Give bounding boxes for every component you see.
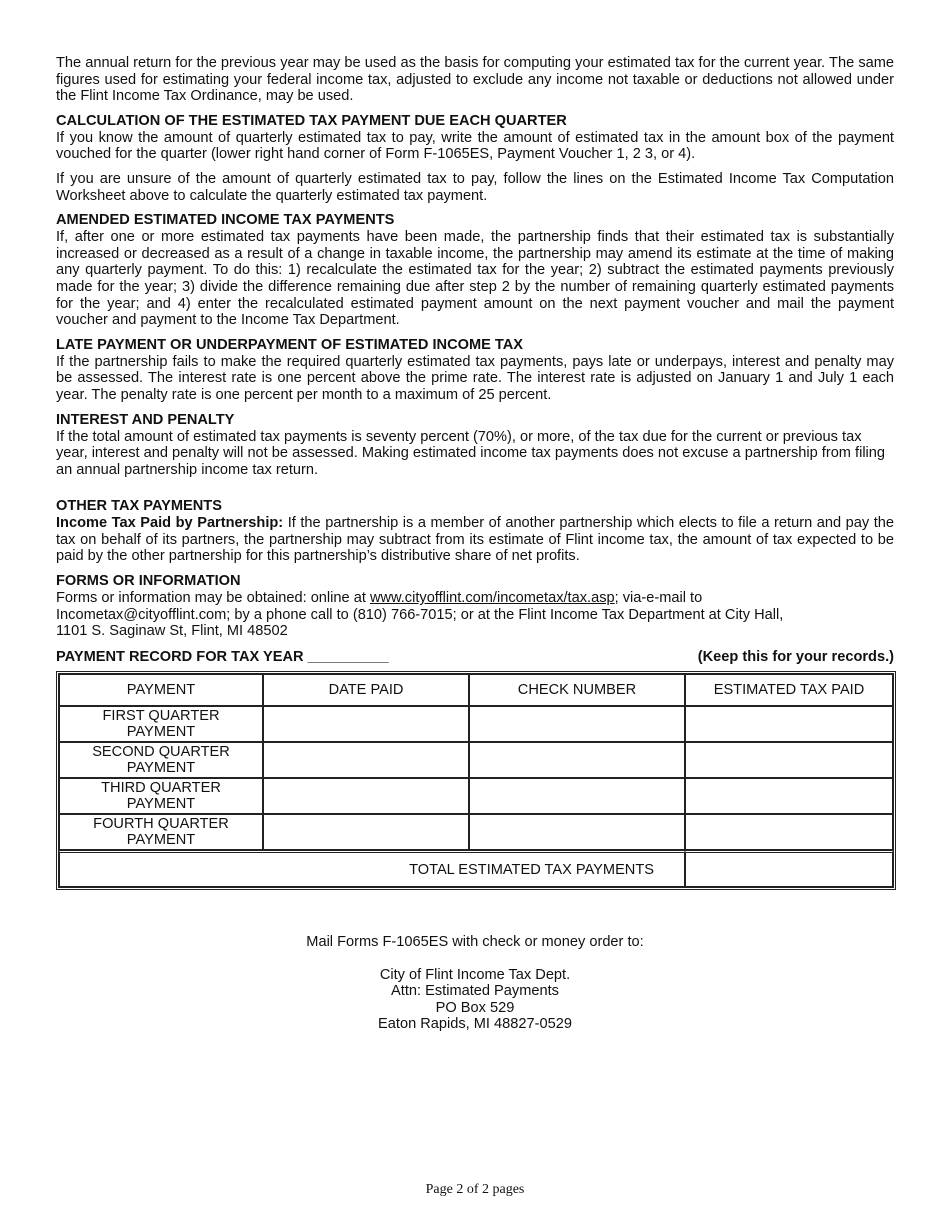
forms-pre: Forms or information may be obtained: online at xyxy=(56,590,370,607)
payment-record-header xyxy=(56,649,894,666)
total-label: TOTAL ESTIMATED TAX PAYMENTS xyxy=(59,850,685,887)
mail-address-line-3: PO Box 529 xyxy=(435,999,515,1016)
estimated-tax-paid-cell[interactable] xyxy=(685,742,893,778)
mail-address-line-4: Eaton Rapids, MI 48827-0529 xyxy=(378,1016,572,1033)
forms-heading: FORMS OR INFORMATION xyxy=(56,573,241,590)
date-paid-cell[interactable] xyxy=(263,742,469,778)
table-row xyxy=(59,778,893,814)
mailing-instructions xyxy=(0,934,950,1033)
table-header-row xyxy=(59,674,893,706)
table-row xyxy=(59,742,893,778)
estimated-tax-paid-cell[interactable] xyxy=(685,706,893,742)
mail-intro: Mail Forms F-1065ES with check or money order to: xyxy=(306,934,644,950)
page-body xyxy=(56,55,894,890)
amended-paragraph: If, after one or more estimated tax payments have been made, the partnership finds that their estimated tax is substantially increased or decreased as a result of a change in taxable income, the partnership may amend its estimate at the time of making any quarterly payment. To do this: 1) recalculate the estimated tax for the year; 2) subtract the estimated payments previously made for the year; 3) divide the difference remaining due after step 2 by the number of remaining quarterly estimated payments for the year; and 4) enter the recalculated estimated payment amount on the next payment voucher and mail the payment voucher and payment to the Income Tax Department. xyxy=(56,229,894,329)
date-paid-cell[interactable] xyxy=(263,778,469,814)
page-number: Page 2 of 2 pages xyxy=(425,1182,525,1197)
date-paid-cell[interactable] xyxy=(263,814,469,850)
late-heading: LATE PAYMENT OR UNDERPAYMENT OF ESTIMATED INCOME TAX xyxy=(56,336,524,353)
forms-website-link[interactable]: www.cityofflint.com/incometax/tax.asp xyxy=(369,590,615,607)
check-number-cell[interactable] xyxy=(469,778,685,814)
forms-line1-post: ; via-e-mail to xyxy=(614,590,703,607)
late-paragraph: If the partnership fails to make the required quarterly estimated tax payments, pays late or underpays, interest and penalty may be assessed. The interest rate is one percent above the prime rate. The interest rate is adjusted on January 1 and July 1 each year. The penalty rate is one percent per month to a maximum of 25 percent. xyxy=(56,353,894,403)
check-number-cell[interactable] xyxy=(469,814,685,850)
calc-heading: CALCULATION OF THE ESTIMATED TAX PAYMENT DUE EACH QUARTER xyxy=(56,112,567,129)
other-heading: OTHER TAX PAYMENTS xyxy=(56,498,222,515)
forms-paragraph xyxy=(56,590,894,640)
col-header-payment: PAYMENT xyxy=(59,674,263,706)
forms-line-3: 1101 S. Saginaw St, Flint, MI 48502 xyxy=(56,623,288,640)
payment-record-table xyxy=(56,671,896,890)
amended-heading: AMENDED ESTIMATED INCOME TAX PAYMENTS xyxy=(56,212,395,229)
row-label-third-quarter: THIRD QUARTER PAYMENT xyxy=(59,778,263,814)
intro-paragraph: The annual return for the previous year may be used as the basis for computing your estimated tax for the current year. The same figures used for estimating your federal income tax, adjusted to exclude any income not taxable or deductions not allowed under the Flint Income Tax Ordinance, may be used. xyxy=(56,55,894,105)
interest-paragraph: If the total amount of estimated tax payments is seventy percent (70%), or more, of the tax due for the current or previous tax year, interest and penalty will not be assessed. Making estimated income tax payments does not excuse a partnership from filing an annual partnership income tax return. xyxy=(56,428,886,478)
interest-heading: INTEREST AND PENALTY xyxy=(56,411,235,428)
payment-record-title: PAYMENT RECORD FOR TAX YEAR __________ xyxy=(56,648,389,665)
col-header-estimated-tax-paid: ESTIMATED TAX PAID xyxy=(685,674,893,706)
table-row xyxy=(59,706,893,742)
row-label-second-quarter: SECOND QUARTER PAYMENT xyxy=(59,742,263,778)
calc-paragraph-2: If you are unsure of the amount of quarterly estimated tax to pay, follow the lines on the Estimated Income Tax Computation Worksheet above to calculate the quarterly estimated tax payment. xyxy=(56,170,894,204)
col-header-date-paid: DATE PAID xyxy=(263,674,469,706)
mail-address-line-2: Attn: Estimated Payments xyxy=(391,983,559,1000)
date-paid-cell[interactable] xyxy=(263,706,469,742)
calc-paragraph-1: If you know the amount of quarterly estimated tax to pay, write the amount of estimated tax in the amount box of the payment vouched for the quarter (lower right hand corner of Form F-1065ES, Payment Voucher 1, 2 3, or 4). xyxy=(56,129,894,163)
total-estimated-tax-cell[interactable] xyxy=(685,850,893,887)
other-paragraph xyxy=(56,515,894,565)
row-label-fourth-quarter: FOURTH QUARTER PAYMENT xyxy=(59,814,263,850)
row-label-first-quarter: FIRST QUARTER PAYMENT xyxy=(59,706,263,742)
check-number-cell[interactable] xyxy=(469,742,685,778)
other-lead: Income Tax Paid by Partnership: xyxy=(56,515,284,532)
other-body: If the partnership is a member of another partnership which elects to file a return and pay the tax on behalf of its partners, the partnership may subtract from its estimate of Flint income tax, the amount of tax expected to be paid by the other partnership for this partnership’s distributive share of net profits. xyxy=(56,515,894,565)
col-header-check-number: CHECK NUMBER xyxy=(469,674,685,706)
keep-note: (Keep this for your records.) xyxy=(697,648,894,665)
total-row xyxy=(59,850,893,887)
check-number-cell[interactable] xyxy=(469,706,685,742)
forms-line-2: Incometax@cityofflint.com; by a phone call to (810) 766-7015; or at the Flint Income Tax Department at City Hall, xyxy=(56,606,784,623)
mail-address-line-1: City of Flint Income Tax Dept. xyxy=(379,966,571,983)
table-row xyxy=(59,814,893,850)
estimated-tax-paid-cell[interactable] xyxy=(685,778,893,814)
estimated-tax-paid-cell[interactable] xyxy=(685,814,893,850)
